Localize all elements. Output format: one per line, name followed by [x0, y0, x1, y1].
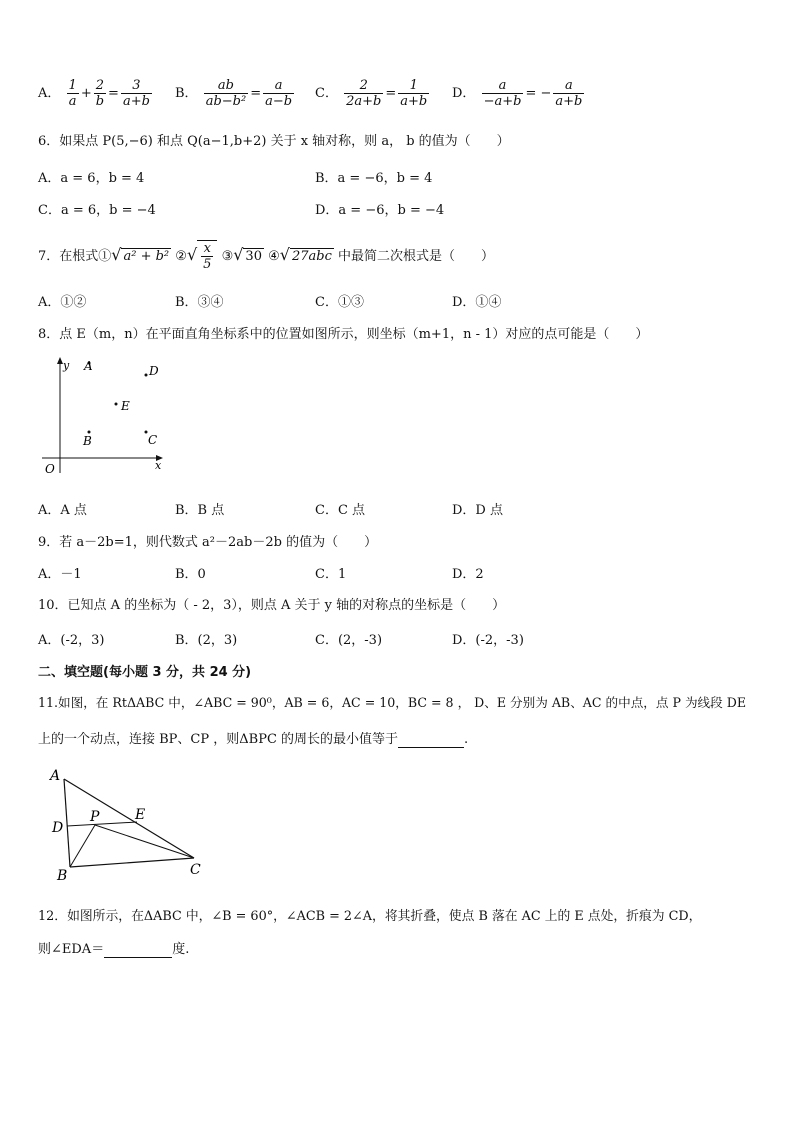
q11-line2-text: 上的一个动点，连接 BP、CP ，则ΔBPC 的周长的最小值等于 — [38, 732, 399, 747]
q7-radicand-2 — [201, 241, 213, 272]
q7-mark-2: ② — [175, 249, 187, 264]
q11-line2 — [38, 728, 468, 748]
q5-a-label: A． — [38, 86, 61, 101]
point-a-label: A — [84, 359, 93, 373]
q5-c-frac2 — [398, 78, 429, 109]
q10-option-b: B．(2，3) — [175, 633, 238, 648]
q9-stem: 9．若 a－2b=1，则代数式 a²－2ab－2b 的值为（ ） — [38, 535, 378, 550]
frac-num: a — [553, 78, 584, 94]
q7-post: 中最简二次根式是（ ） — [338, 249, 495, 264]
q6-option-c: C．a = 6，b = −4 — [38, 203, 156, 218]
q12-end: 度. — [172, 942, 190, 957]
q8-option-a: A．A 点 — [38, 503, 87, 518]
plus-sign: + — [80, 86, 92, 101]
frac-den: 5 — [203, 257, 212, 272]
point-c-label: C — [148, 433, 158, 447]
segment-ab — [64, 779, 70, 867]
frac-num: 1 — [398, 78, 429, 94]
q9-option-a: A．－1 — [38, 567, 82, 582]
point-b-label: B — [83, 434, 92, 448]
q7-radicand-1: a² + b² — [123, 249, 170, 264]
radical-icon: √ — [233, 245, 244, 264]
point-d-label: D — [149, 364, 159, 378]
q7-radicand-3: 30 — [245, 249, 262, 264]
segment-de — [67, 822, 137, 826]
q5-d-label: D． — [452, 86, 476, 101]
segment-ac — [64, 779, 194, 858]
q9-option-d: D．2 — [452, 567, 484, 582]
frac-den: a−b — [265, 94, 293, 109]
frac-den: b — [95, 94, 105, 109]
q5-b-frac2 — [263, 78, 294, 109]
q8-option-c: C．C 点 — [315, 503, 366, 518]
vertex-p-label: P — [90, 809, 100, 825]
q6-stem: 6．如果点 P(5,−6) 和点 Q(a−1,b+2) 关于 x 轴对称，则 a， b 的值为（ ） — [38, 134, 510, 149]
q11-end: . — [464, 732, 469, 747]
frac-den: a+b — [400, 94, 428, 109]
q5-b-frac1 — [204, 78, 249, 109]
q7-radicand-4: 27abc — [291, 249, 332, 264]
frac-den: a+b — [122, 94, 150, 109]
q7-pre: 7．在根式① — [38, 249, 112, 264]
q12-line2-text: 则∠EDA＝ — [38, 942, 105, 957]
q7-mark-4: ④ — [268, 249, 280, 264]
radical-icon: √ — [111, 245, 122, 264]
q7-stem — [38, 240, 494, 272]
equals-sign: = − — [525, 86, 552, 101]
q6-option-b: B．a = −6，b = 4 — [315, 171, 433, 186]
point-d — [145, 374, 148, 377]
q5-a-frac2 — [94, 78, 106, 109]
origin-label: O — [45, 462, 55, 476]
q7-option-c: C．①③ — [315, 295, 364, 310]
vertex-d-label: D — [52, 820, 64, 836]
q5-b-label: B． — [175, 86, 198, 101]
point-e — [115, 403, 118, 406]
radical-icon: √ — [279, 245, 290, 264]
answer-blank — [104, 942, 172, 958]
q11-line1: 11.如图，在 RtΔABC 中，∠ABC = 90⁰，AB = 6，AC = 10，BC = 8 ， D、E 分别为 AB、AC 的中点，点 P 为线段 DE — [38, 695, 747, 710]
q11-triangle-figure — [44, 764, 214, 884]
vertex-e-label: E — [135, 807, 146, 823]
section-heading: 二、填空题(每小题 3 分，共 24 分) — [38, 665, 252, 680]
frac-num: x — [201, 241, 213, 257]
q5-option-b — [175, 78, 296, 109]
q12-line2 — [38, 938, 189, 958]
q6-option-a: A．a = 6，b = 4 — [38, 171, 145, 186]
frac-den: a — [68, 94, 77, 109]
radical-icon: √ — [186, 245, 198, 264]
x-axis-label: x — [155, 459, 162, 472]
q5-a-frac1 — [67, 78, 79, 109]
q9-option-c: C．1 — [315, 567, 347, 582]
vertex-a-label: A — [50, 768, 61, 784]
answer-blank — [398, 732, 464, 748]
q8-option-b: B．B 点 — [175, 503, 225, 518]
q5-c-frac1 — [344, 78, 383, 109]
frac-num: 2 — [94, 78, 106, 94]
q7-mark-3: ③ — [221, 249, 234, 264]
equals-sign: = — [250, 86, 262, 101]
frac-num: 2 — [344, 78, 383, 94]
frac-num: a — [263, 78, 294, 94]
segment-cp — [95, 825, 194, 858]
frac-den: ab−b² — [205, 94, 247, 109]
q5-option-c — [315, 78, 431, 109]
q5-option-d — [452, 78, 586, 109]
y-axis-label: y — [63, 359, 70, 372]
segment-bc — [70, 858, 194, 867]
frac-num: a — [482, 78, 524, 94]
q5-d-frac2 — [553, 78, 584, 109]
q7-option-d: D．①④ — [452, 295, 502, 310]
q7-option-a: A．①② — [38, 295, 87, 310]
q10-option-d: D．(-2，-3) — [452, 633, 524, 648]
q5-c-label: C． — [315, 86, 338, 101]
q10-stem: 10．已知点 A 的坐标为（ - 2，3），则点 A 关于 y 轴的对称点的坐标是（ ） — [38, 598, 506, 613]
q9-option-b: B．0 — [175, 567, 206, 582]
frac-num: ab — [204, 78, 249, 94]
q12-line1: 12．如图所示，在ΔABC 中，∠B = 60°，∠ACB = 2∠A，将其折叠，使点 B 落在 AC 上的 E 点处，折痕为 CD， — [38, 909, 702, 924]
q5-option-a — [38, 78, 154, 109]
segment-bp — [70, 825, 95, 867]
q8-stem: 8．点 E（m，n）在平面直角坐标系中的位置如图所示，则坐标（m+1，n - 1）对应的点可能是（ ） — [38, 327, 649, 342]
q5-a-frac3 — [121, 78, 152, 109]
equals-sign: = — [108, 86, 119, 101]
frac-den: a+b — [555, 94, 583, 109]
q8-option-d: D．D 点 — [452, 503, 503, 518]
point-e-label: E — [121, 399, 130, 413]
q5-d-frac1 — [482, 78, 524, 109]
frac-den: 2a+b — [346, 94, 382, 109]
frac-num: 3 — [121, 78, 152, 94]
q6-option-d: D．a = −6，b = −4 — [315, 203, 445, 218]
equals-sign: = — [385, 86, 397, 101]
q7-option-b: B．③④ — [175, 295, 224, 310]
frac-den: −a+b — [483, 94, 522, 109]
vertex-c-label: C — [190, 862, 201, 878]
q10-option-a: A．(-2，3) — [38, 633, 105, 648]
q10-option-c: C．(2，-3) — [315, 633, 383, 648]
vertex-b-label: B — [57, 868, 68, 884]
q8-coordinate-figure — [36, 355, 176, 480]
frac-num: 1 — [68, 78, 77, 93]
